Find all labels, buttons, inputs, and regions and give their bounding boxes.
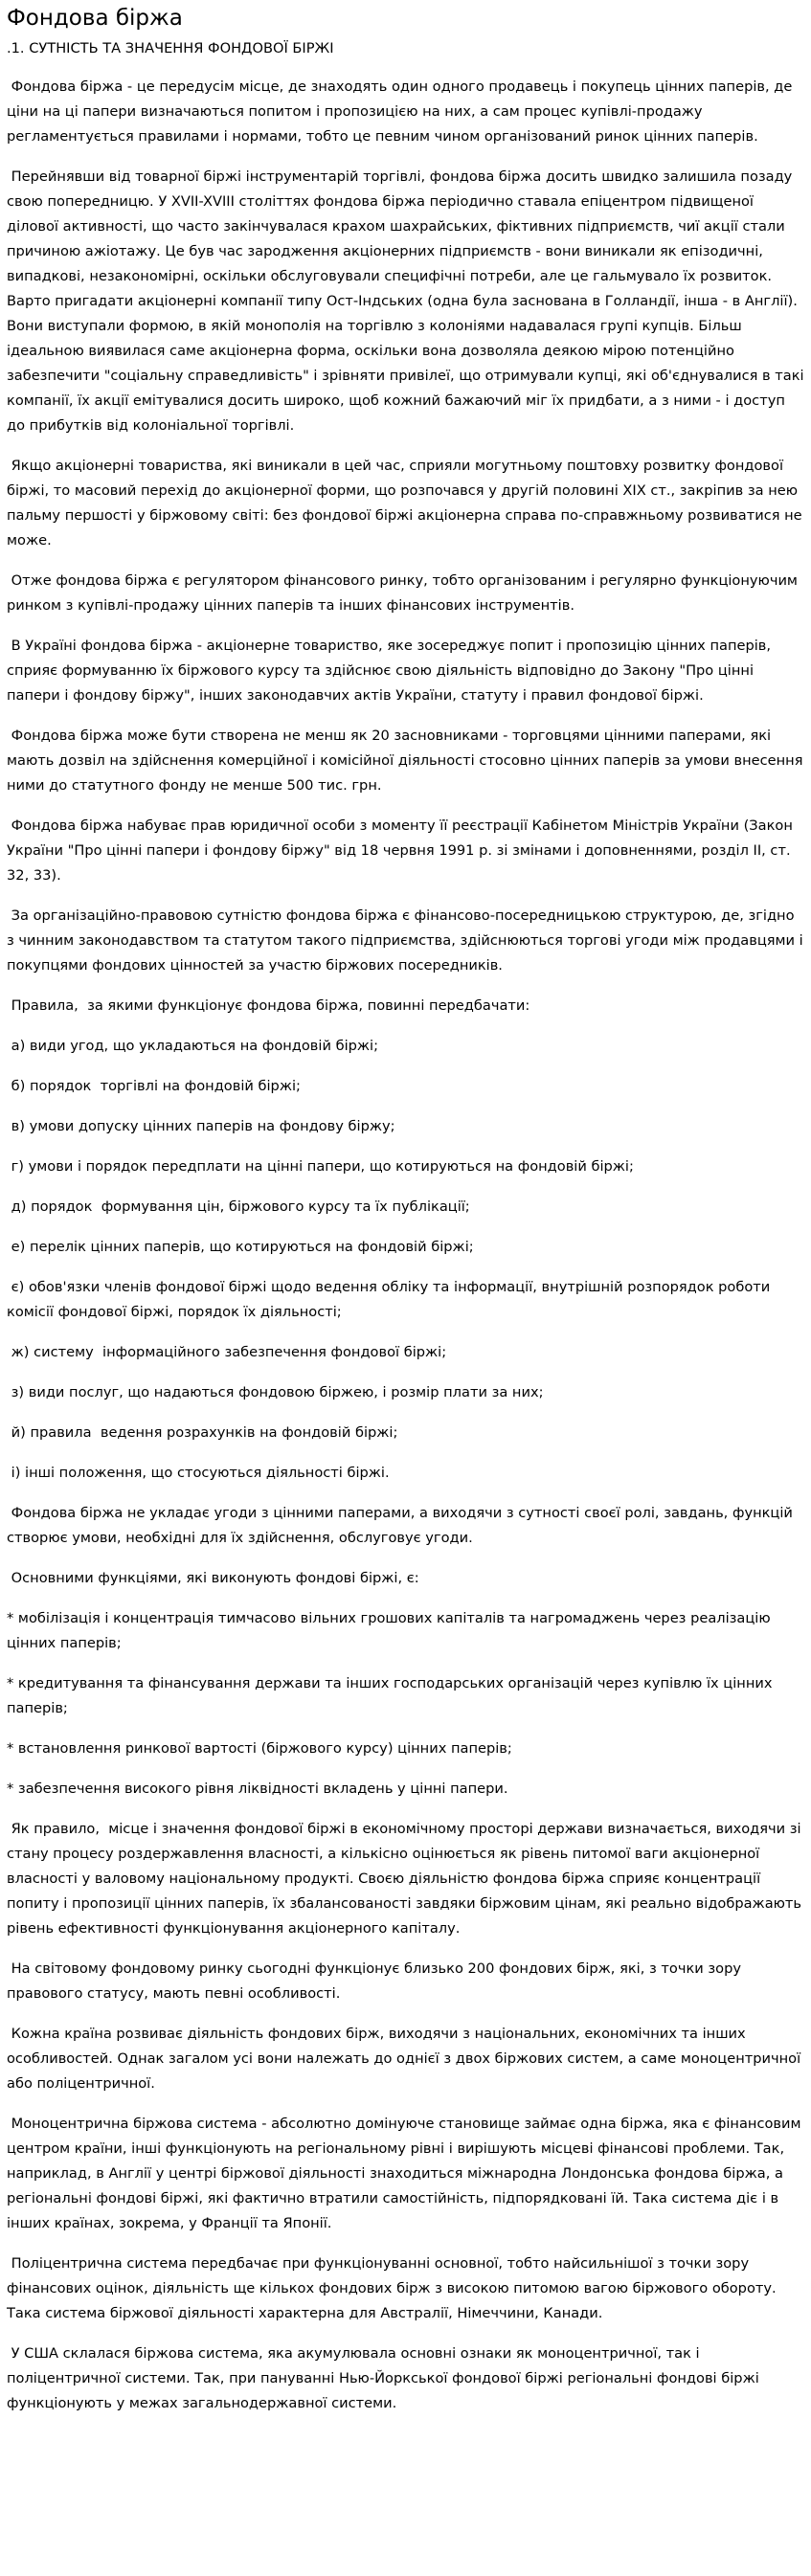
paragraph: В Україні фондова біржа - акціонерне товариство, яке зосереджує попит і пропозицію цінних паперів, сприяє формуванню їх біржового курсу та здійснює свою діяльність відповідно до Закону "Про цінні папери і фондову біржу", інших законодавчих актів України, статуту і правил фондової біржі. <box>7 638 776 705</box>
paragraph: б) порядок торгівлі на фондовій біржі; <box>7 1078 301 1095</box>
paragraph: * встановлення ринкової вартості (біржового курсу) цінних паперів; <box>7 1740 512 1758</box>
paragraph: На світовому фондовому ринку сьогодні функціонує близько 200 фондових бірж, які, з точки зору правового статусу, мають певні особливості. <box>7 1960 746 2003</box>
paragraph: Моноцентрична біржова система - абсолютно домінуюче становище займає одна біржа, яка є фінансовим центром країни, інші функціонують на регіональному рівні і вирішують місцеві фінансові проблеми. Так, наприклад, в Англії у центрі біржової діяльності знаходиться міжнародна Лондонська фондова біржа, а регіональні фондові біржі, які фактично втратили самостійність, підпорядковані їй. Така система діє і в інших країнах, зокрема, у Франції та Японії. <box>7 2116 806 2232</box>
paragraph: Фондова біржа може бути створена не менш як 20 засновниками - торговцями цінними паперами, які мають дозвіл на здійснення комерційної і комісійної діяльності стосовно цінних паперів за умови внесення ними до статутного фонду не менше 500 тис. грн. <box>7 728 808 795</box>
paragraph: ж) систему інформаційного забезпечення фондової біржі; <box>7 1344 447 1361</box>
paragraph: Фондова біржа набуває прав юридичної особи з моменту її реєстрації Кабінетом Міністрів України (Закон України "Про цінні папери і фондову біржу" від 18 червня 1991 р. зі змінами і доповненнями, розділ II, ст. 32, 33). <box>7 818 798 885</box>
paragraph: з) види послуг, що надаються фондовою біржею, і розмір плати за них; <box>7 1384 544 1401</box>
paragraph: а) види угод, що укладаються на фондовій біржі; <box>7 1038 379 1055</box>
paragraph: г) умови і порядок передплати на цінні папери, що котируються на фондовій біржі; <box>7 1158 634 1176</box>
paragraph: Перейнявши від товарної біржі інструментарій торгівлі, фондова біржа досить швидко залишила позаду свою попередницю. У XVII-XVIII століттях фондова біржа періодично ставала епіцентром підвищеної ділової активності, що часто закінчувалася крахом шахрайських, фіктивних підприємств, чиї акції стали причиною ажіотажу. Це був час зародження акціонерних підприємств - вони виникали як епізодичні, випадкові, незакономірні, оскільки обслуговували специфічні потреби, але це гальмувало їх розвиток. Варто пригадати акціонерні компанії типу Ост-Індських (одна була заснована в Голландії, інша - в Англії). Вони виступали формою, в якій монополія на торгівлю з колоніями надавалася групі купців. Більш ідеальною виявилася саме акціонерна форма, оскільки вона дозволяла деякою мірою потенційно забезпечити "соціальну справедливість" і зрівняти привілеї, що отримували купці, які об'єднувалися в такі компанії, їх акції емітувалися досить широко, щоб кожний бажаючий міг їх придбати, а з ними - і доступ до прибутків від колоніальної торгівлі. <box>7 168 809 435</box>
paragraph: У США склалася біржова система, яка акумулювала основні ознаки як моноцентричної, так і поліцентричної системи. Так, при пануванні Нью-Йоркської фондової біржі регіональні фондові біржі функціонують у межах загальнодержавної системи. <box>7 2345 764 2412</box>
section-heading: .1. СУТНІСТЬ ТА ЗНАЧЕННЯ ФОНДОВОЇ БІРЖІ <box>7 39 334 56</box>
paragraph: Фондова біржа не укладає угоди з цінними паперами, а виходячи з сутності своєї ролі, завдань, функцій створює умови, необхідні для їх здійснення, обслуговує угоди. <box>7 1505 798 1547</box>
paragraph: є) обов'язки членів фондової біржі щодо ведення обліку та інформації, внутрішній розпорядок роботи комісії фондової біржі, порядок їх діяльності; <box>7 1279 775 1321</box>
paragraph: Правила, за якими функціонує фондова біржа, повинні передбачати: <box>7 997 530 1015</box>
paragraph: * забезпечення високого рівня ліквідності вкладень у цінні папери. <box>7 1781 508 1798</box>
paragraph: Як правило, місце і значення фондової біржі в економічному просторі держави визначається, виходячи зі стану процесу роздержавлення власності, а кількісно оцінюється як рівень питомої ваги акціонерної власності у валовому національному продукті. Своєю діяльністю фондова біржа сприяє концентрації попиту і пропозиції цінних паперів, їх збалансованості завдяки біржовим цінам, які реально відображають рівень ефективності функціонування акціонерного капіталу. <box>7 1821 806 1938</box>
paragraph: е) перелік цінних паперів, що котируються на фондовій біржі; <box>7 1239 474 1256</box>
paragraph: Кожна країна розвиває діяльність фондових бірж, виходячи з національних, економічних та інших особливостей. Однак загалом усі вони належать до однієї з двох біржових систем, а саме моноцентричної або поліцентричної. <box>7 2026 805 2093</box>
article-body <box>7 75 809 2416</box>
paragraph: й) правила ведення розрахунків на фондовій біржі; <box>7 1424 398 1442</box>
paragraph: За організаційно-правовою сутністю фондова біржа є фінансово-посередницькою структурою, де, згідно з чинним законодавством та статутом такого підприємства, здійснюються торгові угоди між продавцями і покупцями фондових цінностей за участю біржових посередників. <box>7 907 808 974</box>
paragraph: * кредитування та фінансування держави та інших господарських організацій через купівлю їх цінних паперів; <box>7 1675 777 1717</box>
paragraph: і) інші положення, що стосуються діяльності біржі. <box>7 1465 390 1482</box>
paragraph: Якщо акціонерні товариства, які виникали в цей час, сприяли могутньому поштовху розвитку фондової біржі, то масовий перехід до акціонерної форми, що розпочався у другій половині XIX ст., закріпив за нею пальму першості у біржовому світі: без фондової біржі акціонерна справа по-справжньому розвиватися не може. <box>7 458 807 549</box>
paragraph: Поліцентрична система передбачає при функціонуванні основної, тобто найсильнішої з точки зору фінансових оцінок, діяльність ще кількох фондових бірж з високою питомою вагою біржового обороту. Така система біржової діяльності характерна для Австралії, Німеччини, Канади. <box>7 2255 781 2322</box>
paragraph: Отже фондова біржа є регулятором фінансового ринку, тобто організованим і регулярно функціонуючим ринком з купівлі-продажу цінних паперів та інших фінансових інструментів. <box>7 572 802 615</box>
paragraph: Основними функціями, які виконують фондові біржі, є: <box>7 1570 419 1587</box>
paragraph: Фондова біржа - це передусім місце, де знаходять один одного продавець і покупець цінних паперів, де ціни на ці папери визначаються попитом і пропозицією на них, а сам процес купівлі-продажу регламентується правилами і нормами, тобто це певним чином організований ринок цінних паперів. <box>7 78 797 146</box>
paragraph: * мобілізація і концентрація тимчасово вільних грошових капіталів та нагромаджень через реалізацію цінних паперів; <box>7 1610 776 1652</box>
paragraph: в) умови допуску цінних паперів на фондову біржу; <box>7 1118 395 1135</box>
paragraph: д) порядок формування цін, біржового курсу та їх публікації; <box>7 1198 470 1216</box>
page-title: Фондова біржа <box>7 6 183 31</box>
